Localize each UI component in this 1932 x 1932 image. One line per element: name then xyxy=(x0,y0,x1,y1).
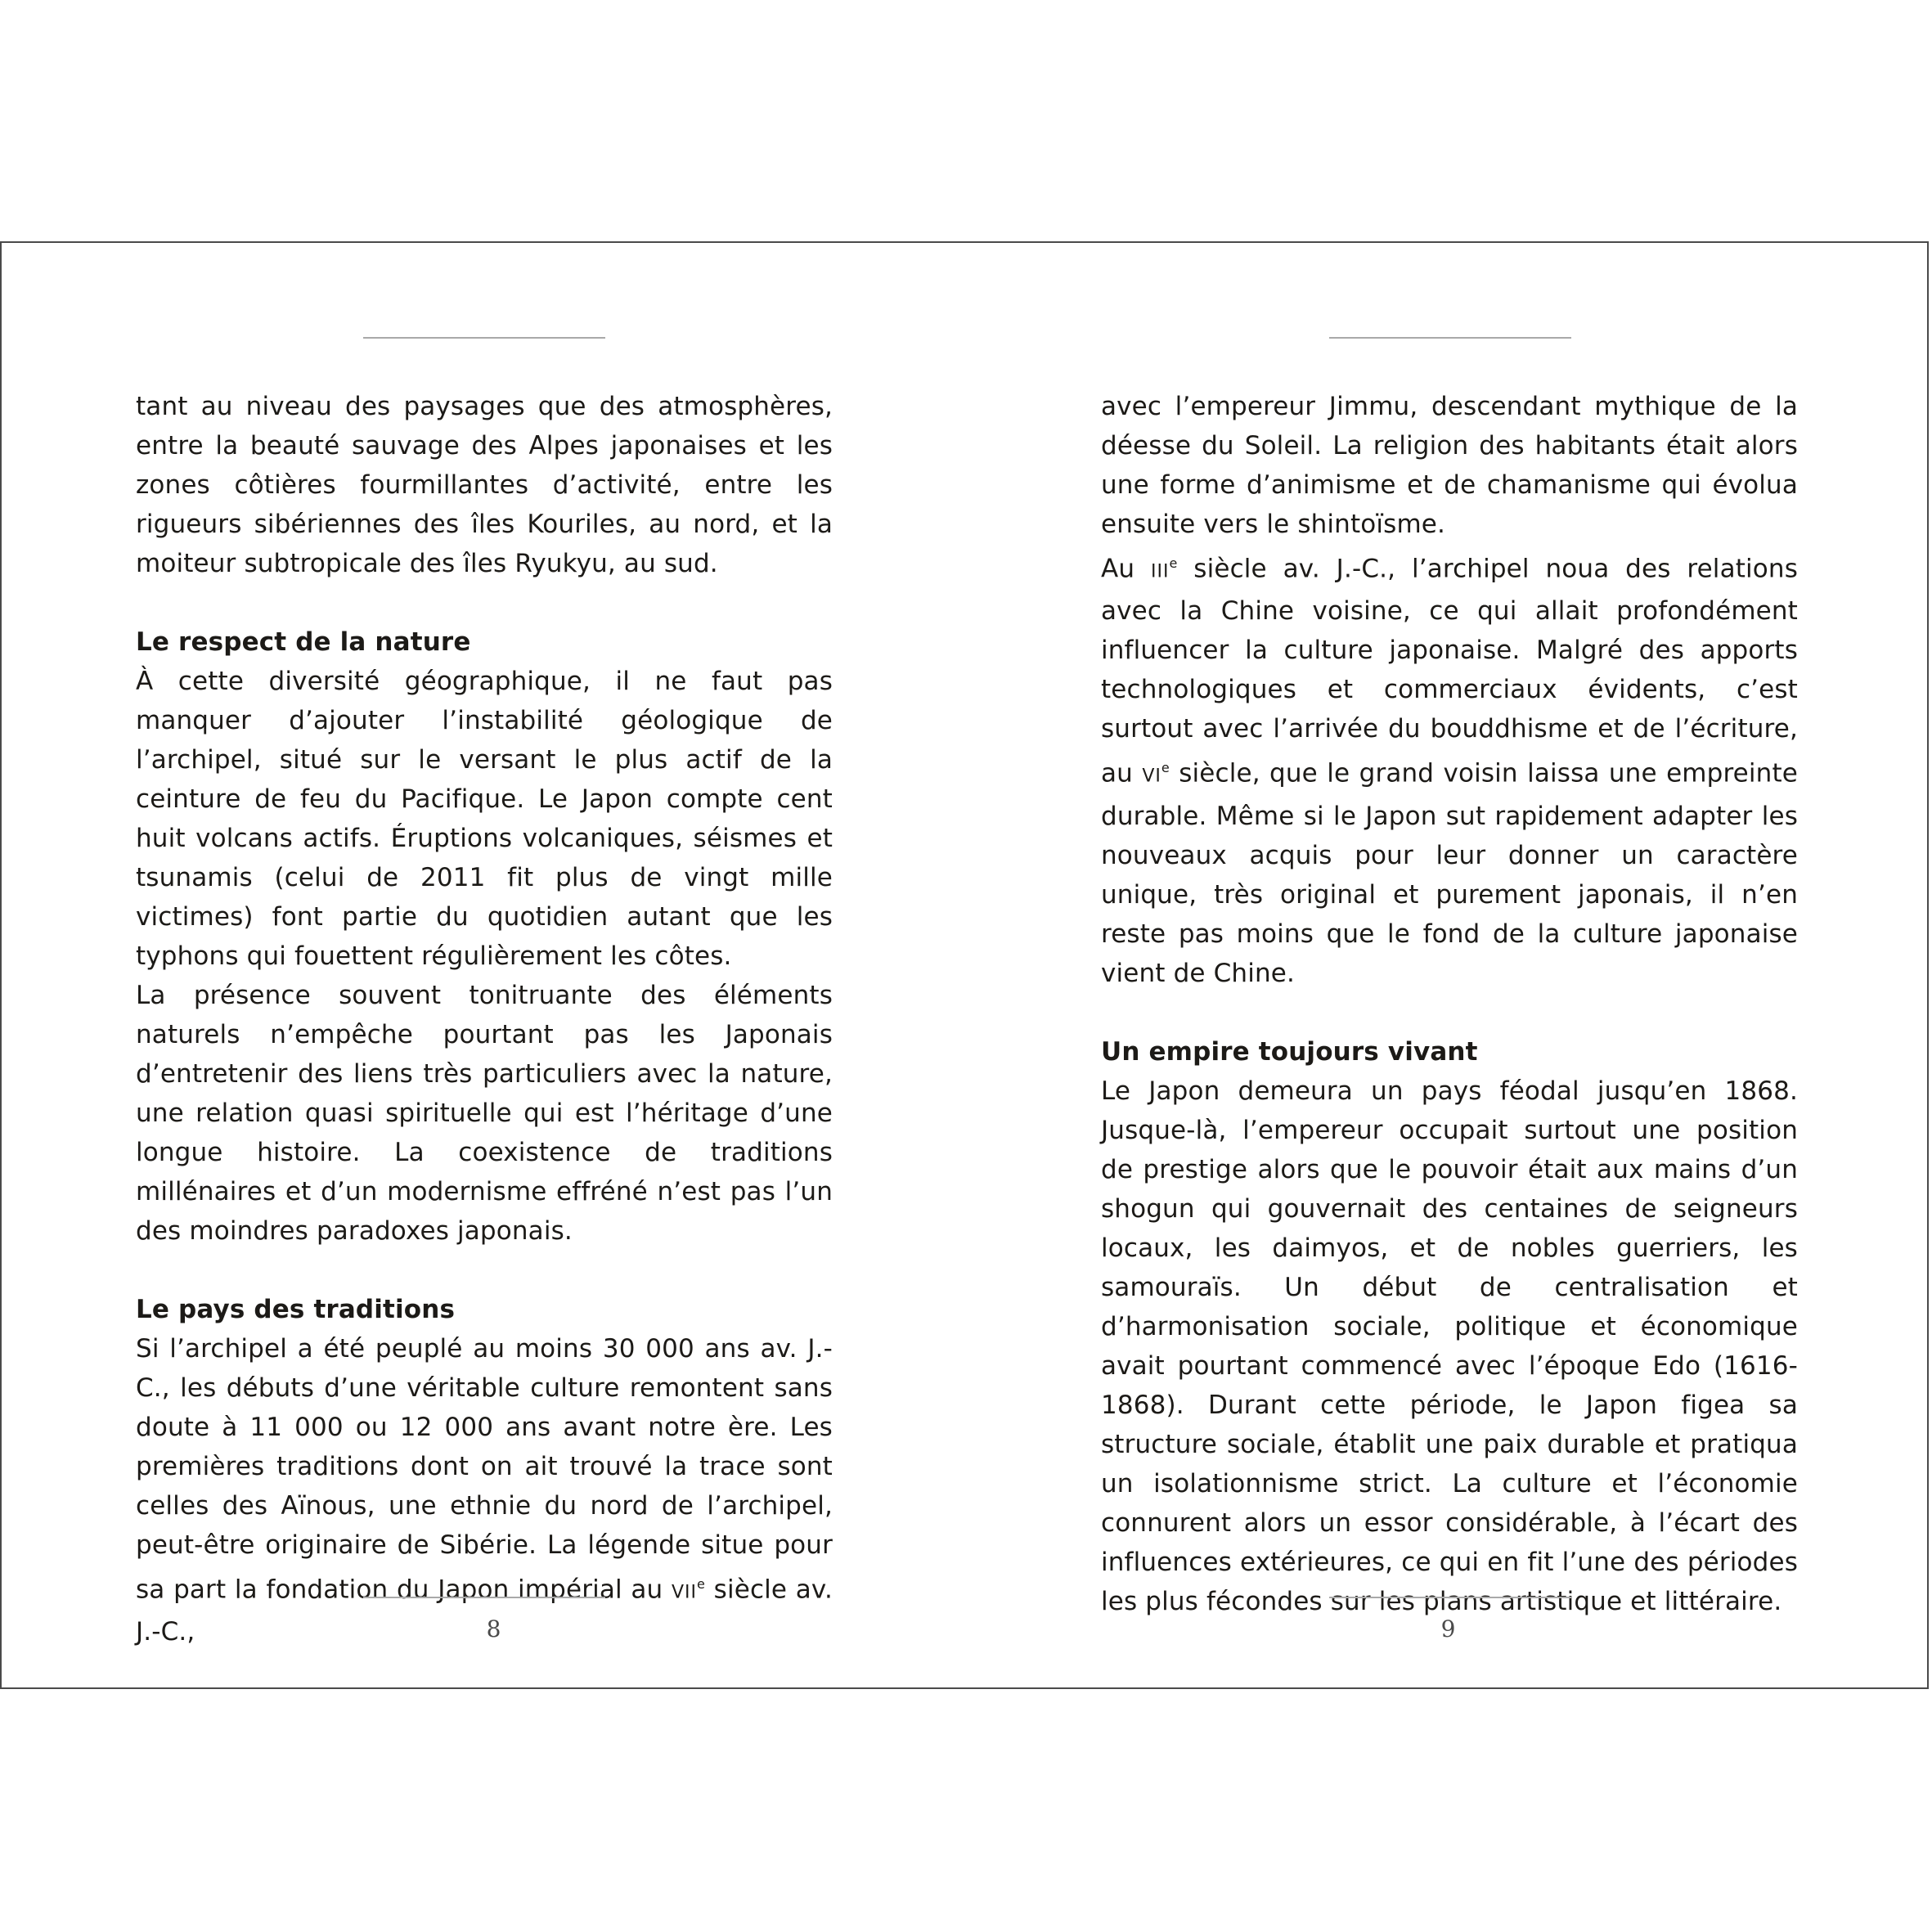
body-paragraph xyxy=(1101,544,1798,993)
left-page xyxy=(2,243,966,1687)
page-number: 8 xyxy=(486,1615,501,1642)
page-number: 9 xyxy=(1440,1615,1456,1642)
left-page-text xyxy=(136,387,833,1651)
body-paragraph xyxy=(136,1329,833,1651)
paragraph-text: siècle, que le grand voisin laissa une empreinte durable. Même si le Japon sut rapidement adapter les nouveaux acquis pour leur donner un caractère unique, très original et purement japonais, il n’en reste pas moins que le fond de la culture japonaise vient de Chine. xyxy=(1101,758,1798,988)
right-page-text xyxy=(1101,387,1798,1621)
body-paragraph: À cette diversité géographique, il ne faut pas manquer d’ajouter l’instabilité géologique de l’archipel, situé sur le versant le plus actif de la ceinture de feu du Pacifique. Le Japon compte cent huit volcans actifs. Éruptions volcaniques, séismes et tsunamis (celui de 2011 fit plus de vingt mille victimes) font partie du quotidien autant que les typhons qui fouettent régulièrement les côtes. xyxy=(136,667,833,971)
top-rule xyxy=(363,337,605,339)
century-numeral: VI xyxy=(1142,766,1161,787)
section-heading: Le pays des traditions xyxy=(136,1295,456,1324)
century-superscript: e xyxy=(1169,555,1178,571)
paragraph-text-end: siècle av. J.-C., xyxy=(136,1575,833,1647)
intro-paragraph: tant au niveau des paysages que des atmosphères, entre la beauté sauvage des Alpes japonaises et les zones côtières fourmillantes d’activité, entre les rigueurs sibériennes des îles Kouriles, au nord, et la moiteur subtropicale des îles Ryukyu, au sud. xyxy=(136,392,833,578)
right-page xyxy=(966,243,1930,1687)
century-superscript: e xyxy=(1161,760,1170,776)
bottom-rule xyxy=(1329,1597,1571,1598)
book-spread xyxy=(0,241,1929,1689)
paragraph-text: siècle av. J.-C., l’archipel noua des relations avec la Chine voisine, ce qui allait profondément influencer la culture japonaise. Malgré des apports technologiques et commerciaux évidents, c’est surtout avec l’arrivée du bouddhisme et de l’écriture, au xyxy=(1101,554,1798,789)
paragraph-text: Au xyxy=(1101,554,1151,584)
paragraph-text: Si l’archipel a été peuplé au moins 30 000 ans av. J.-C., les débuts d’une véritable culture remontent sans doute à 11 000 ou 12 000 ans avant notre ère. Les premières traditions dont on ait trouvé la trace sont celles des Aïnous, une ethnie du nord de l’archipel, peut-être originaire de Sibérie. La légende situe pour sa part la fondation du Japon impérial au xyxy=(136,1334,833,1605)
section-heading: Un empire toujours vivant xyxy=(1101,1036,1478,1067)
body-paragraph: avec l’empereur Jimmu, descendant mythique de la déesse du Soleil. La religion des habitants était alors une forme d’animisme et de chamanisme qui évolua ensuite vers le shintoïsme. xyxy=(1101,392,1798,539)
century-numeral: VII xyxy=(672,1582,698,1603)
body-paragraph: La présence souvent tonitruante des éléments naturels n’empêche pourtant pas les Japonais d’entretenir des liens très particuliers avec la nature, une relation quasi spirituelle qui est l’héritage d’une longue histoire. La coexistence de traditions millénaires et d’un modernisme effréné n’est pas l’un des moindres paradoxes japonais. xyxy=(136,981,833,1246)
body-paragraph: Le Japon demeura un pays féodal jusqu’en 1868. Jusque-là, l’empereur occupait surtout une position de prestige alors que le pouvoir était aux mains d’un shogun qui gouvernait des centaines de seigneurs locaux, les daimyos, et de nobles guerriers, les samouraïs. Un début de centralisation et d’harmonisation sociale, politique et économique avait pourtant commencé avec l’époque Edo (1616-1868). Durant cette période, le Japon figea sa structure sociale, établit une paix durable et pratiqua un isolationnisme strict. La culture et l’économie connurent alors un essor considérable, à l’écart des influences extérieures, ce qui en fit l’une des périodes les plus fécondes sur les plans artistique et littéraire. xyxy=(1101,1076,1798,1616)
century-numeral: III xyxy=(1151,561,1170,582)
top-rule xyxy=(1329,337,1571,339)
bottom-rule xyxy=(363,1597,605,1598)
section-heading: Le respect de la nature xyxy=(136,627,471,657)
century-superscript: e xyxy=(697,1576,706,1592)
